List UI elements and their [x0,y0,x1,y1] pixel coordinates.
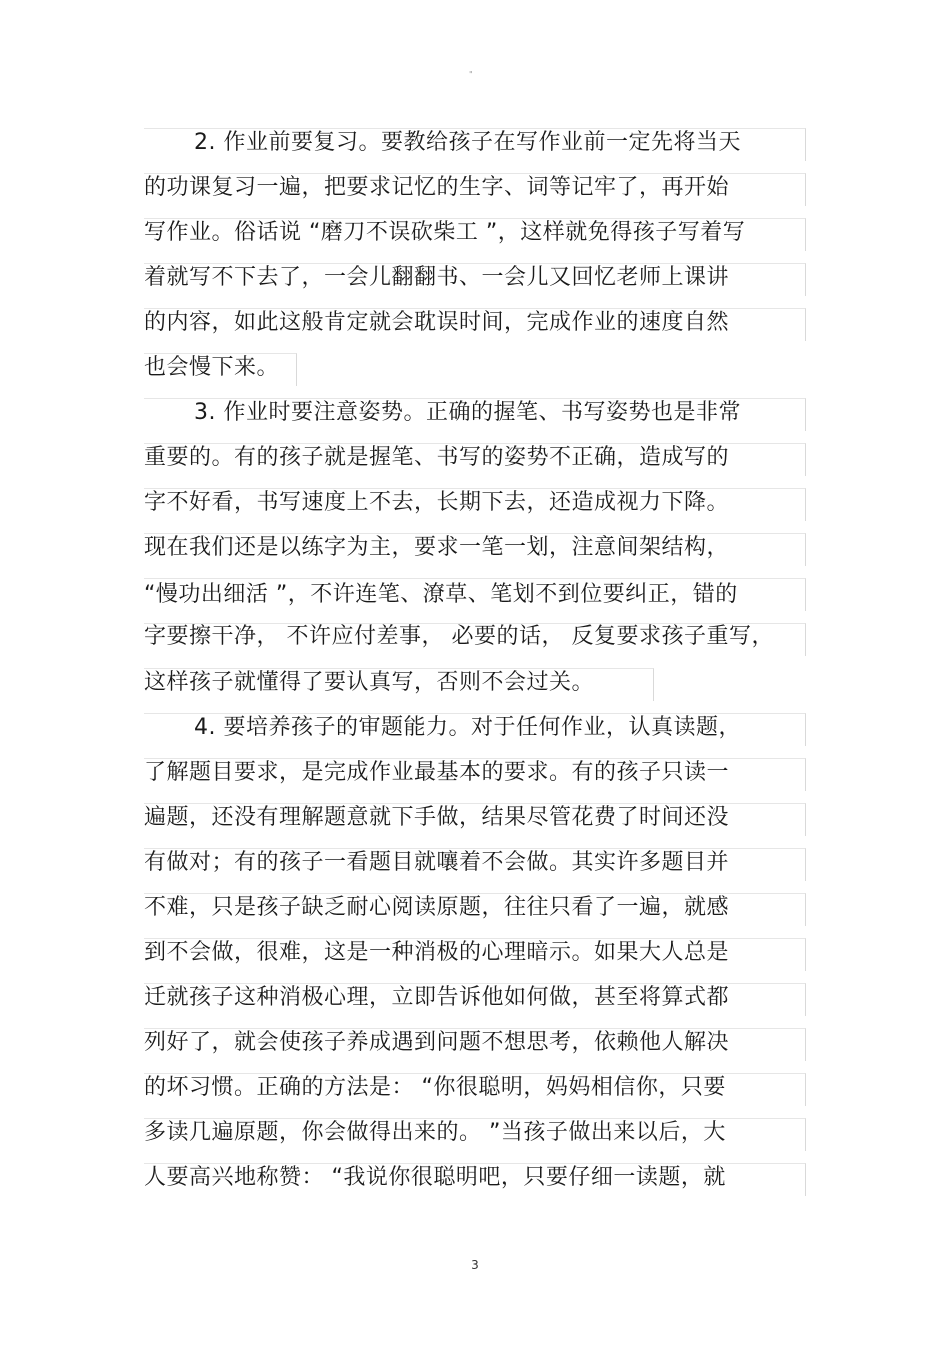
text-line: 人要高兴地称赞： “我说你很聪明吧，只要仔细一读题，就 [144,1165,726,1190]
header-mark: " [469,70,473,79]
text-line: 现在我们还是以练字为主，要求一笔一划，注意间架结构， [144,535,730,560]
text-line: 着就写不下去了，一会儿翻翻书、一会儿又回忆老师上课讲 [144,265,730,290]
text-line: 的功课复习一遍，把要求记忆的生字、词等记牢了，再开始 [144,175,730,200]
text-line: 3. 作业时要注意姿势。正确的握笔、书写姿势也是非常 [194,400,741,425]
page-number: 3 [471,1258,479,1272]
text-line: 不难，只是孩子缺乏耐心阅读原题，往往只看了一遍，就感 [144,895,730,920]
text-line: 4. 要培养孩子的审题能力。对于任何作业，认真读题， [194,715,741,740]
text-line: “慢功出细活 ”，不许连笔、潦草、笔划不到位要纠正，错的 [144,582,738,607]
text-line: 这样孩子就懂得了要认真写，否则不会过关。 [144,670,595,695]
text-line: 的内容，如此这般肯定就会耽误时间，完成作业的速度自然 [144,310,730,335]
text-line: 有做对；有的孩子一看题目就嚷着不会做。其实许多题目并 [144,850,730,875]
text-line: 重要的。有的孩子就是握笔、书写的姿势不正确，造成写的 [144,445,730,470]
text-line: 字不好看，书写速度上不去，长期下去，还造成视力下降。 [144,490,730,515]
text-line: 到不会做，很难，这是一种消极的心理暗示。如果大人总是 [144,940,730,965]
text-line: 的坏习惯。正确的方法是： “你很聪明，妈妈相信你，只要 [144,1075,726,1100]
text-line: 多读几遍原题，你会做得出来的。 ”当孩子做出来以后，大 [144,1120,726,1145]
text-line: 写作业。俗话说 “磨刀不误砍柴工 ”，这样就免得孩子写着写 [144,220,746,245]
text-line: 了解题目要求，是完成作业最基本的要求。有的孩子只读一 [144,760,730,785]
text-line: 2. 作业前要复习。要教给孩子在写作业前一定先将当天 [194,130,741,155]
text-line: 字要擦干净， 不许应付差事， 必要的话， 反复要求孩子重写， [144,624,774,649]
text-line: 迁就孩子这种消极心理，立即告诉他如何做，甚至将算式都 [144,985,730,1010]
text-line: 也会慢下来。 [144,355,280,380]
text-line: 列好了，就会使孩子养成遇到问题不想思考，依赖他人解决 [144,1030,730,1055]
text-line: 遍题，还没有理解题意就下手做，结果尽管花费了时间还没 [144,805,730,830]
